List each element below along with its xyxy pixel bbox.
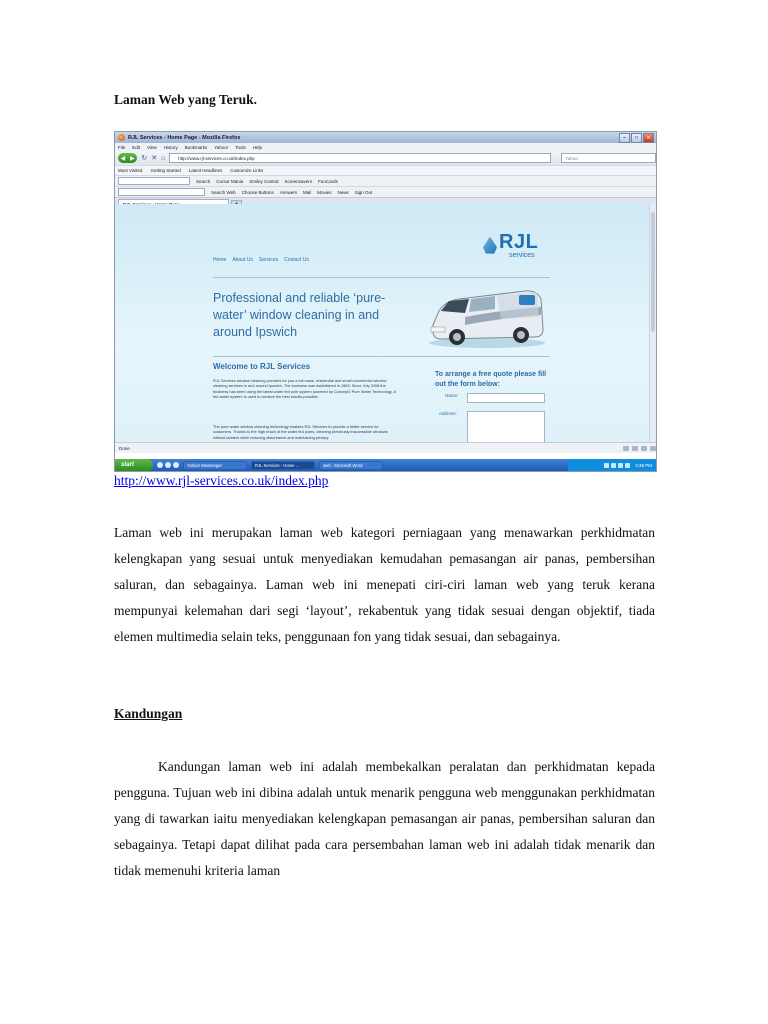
address-field[interactable] [467, 411, 545, 442]
logo-main-text: RJL [499, 231, 539, 253]
status-icon [650, 446, 656, 451]
site-nav-about[interactable]: About Us [232, 257, 253, 263]
menu-view[interactable]: View [147, 144, 157, 150]
status-icon [623, 446, 629, 451]
system-tray [568, 459, 656, 471]
status-icon [641, 446, 647, 451]
taskbar-clock: 3:35 PM [635, 462, 652, 468]
tray-icon[interactable] [625, 463, 630, 468]
water-drop-icon [483, 237, 497, 255]
rjl-logo [483, 232, 538, 259]
addon-toolbar-1 [115, 175, 656, 186]
taskbar-item-messenger[interactable]: Yahoo! Messenger [183, 461, 247, 470]
name-field[interactable] [467, 393, 545, 403]
quicklaunch-icon[interactable] [165, 462, 171, 468]
addon-toolbar-2 [115, 186, 656, 197]
divider [213, 356, 550, 357]
webpage-viewport [115, 204, 650, 442]
divider [213, 277, 550, 278]
close-icon[interactable]: ✕ [643, 133, 654, 143]
browser-title-bar [115, 132, 656, 143]
menu-edit[interactable]: Edit [132, 144, 141, 150]
home-icon[interactable]: ⌂ [161, 154, 166, 162]
toolbar-item[interactable]: Search Web [211, 189, 236, 195]
status-icon [632, 446, 638, 451]
quicklaunch-icon[interactable] [157, 462, 163, 468]
toolbar-item[interactable]: Search [196, 178, 211, 184]
browser-status-bar [115, 442, 657, 453]
start-button[interactable]: start [115, 459, 153, 471]
bookmark-item[interactable]: Most Visited [118, 168, 143, 173]
page-scrollbar[interactable] [649, 204, 656, 442]
taskbar-item-word[interactable]: web - Microsoft Word [319, 461, 383, 470]
quicklaunch-icon[interactable] [173, 462, 179, 468]
site-paragraph: RJL Services window cleaning provides for you a full mass, residential and small commercial window cleaning services in and around Ipswich. The business was established in 1983. Since July 2008 the business has been using the latest water fed pole system powered by Concept2 Pure Water Technology. A fed-water system is used to achieve the best results possible. [213, 378, 396, 399]
logo-sub-text: services [509, 252, 535, 259]
toolbar-item[interactable]: FunCards [318, 178, 338, 184]
intro-paragraph: Laman web ini merupakan laman web kategori perniagaan yang menawarkan perkhidmatan kelengkapan yang sesuai untuk menyediakan kemudahan pemasangan air panas, pembersihan saluran, dan sebagainya. Laman web ini menepati ciri-ciri laman web yang teruk kerana mempunyai kelemahan dari segi ‘layout’, rekabentuk yang tidak sesuai dengan objektif, tiada elemen multimedia selain teks, penggunaan fon yang tidak sesuai, dan sebagainya. [114, 525, 655, 644]
toolbar-item[interactable]: Screensavers [284, 178, 313, 184]
bookmarks-toolbar [115, 165, 656, 175]
toolbar-search-input[interactable] [118, 177, 190, 185]
address-label: Address: [439, 411, 457, 416]
website-link[interactable]: http://www.rjl-services.co.uk/index.php [114, 473, 329, 488]
van-image [425, 281, 547, 351]
site-paragraph: The pure water window cleaning technology enables RJL Services to provide a better service for customers. Thanks to the high reach of the water fed poles, cleaning previously inaccessible windows without ladders while reducing disturbance and maintaining privacy. [213, 424, 388, 440]
site-nav [213, 257, 309, 263]
bookmark-item[interactable]: Customize Links [230, 168, 264, 173]
menu-history[interactable]: History [163, 144, 178, 150]
minimize-icon[interactable]: – [619, 133, 630, 143]
toolbar-item[interactable]: Answers [279, 189, 297, 195]
menu-help[interactable]: Help [252, 144, 262, 150]
search-input[interactable]: Yahoo [561, 153, 656, 163]
address-bar[interactable]: http://www.rjl-services.co.uk/index.php [169, 153, 551, 163]
toolbar-item[interactable]: Cursor Mania [216, 178, 244, 184]
maximize-icon[interactable]: □ [631, 133, 642, 143]
toolbar-item[interactable]: Movies [317, 189, 332, 195]
menu-yahoo[interactable]: Yahoo! [214, 144, 229, 150]
document-heading: Laman Web yang Teruk. [114, 92, 258, 107]
tray-icon[interactable] [618, 463, 623, 468]
browser-menu-bar [115, 143, 656, 151]
content-paragraph: Kandungan laman web ini adalah membekalkan peralatan dan perkhidmatan kepada pengguna. Tujuan web ini dibina adalah untuk menarik pengguna web menggunakan perkhidmatan yang di tawarkan iaitu menyediakan kelengkapan pemasangan air panas, pembersihan saluran dan sebagainya. Tetapi dapat dilihat pada cara persembahan laman web ini adalah tidak menarik dan tidak memenuhi kriteria laman [114, 759, 655, 878]
site-nav-home[interactable]: Home [213, 257, 227, 263]
toolbar-item[interactable]: Mail [302, 189, 312, 195]
toolbar-item[interactable]: Smiley Central [249, 178, 279, 184]
site-nav-contact[interactable]: Contact Us [284, 257, 309, 263]
status-text: Done [119, 445, 130, 451]
menu-file[interactable]: File [118, 144, 126, 150]
windows-taskbar [115, 459, 656, 471]
menu-bookmarks[interactable]: Bookmarks [184, 144, 208, 150]
section-heading-kandungan: Kandungan [114, 706, 183, 721]
firefox-icon [118, 134, 125, 141]
site-tagline: Professional and reliable ‘pure-water’ window cleaning in and around Ipswich [213, 291, 386, 339]
name-label: Name: [445, 393, 459, 398]
toolbar-item[interactable]: News [337, 189, 349, 195]
welcome-heading: Welcome to RJL Services [213, 362, 311, 371]
stop-icon[interactable]: ✕ [151, 155, 158, 162]
bookmark-item[interactable]: Getting Started [150, 168, 181, 173]
website-screenshot [114, 131, 657, 472]
toolbar-item[interactable]: Choose Buttons [241, 189, 274, 195]
menu-tools[interactable]: Tools [235, 144, 246, 150]
window-title: RJL Services - Home Page - Mozilla Firefox [128, 134, 241, 141]
tray-icon[interactable] [604, 463, 609, 468]
quote-heading: To arrange a free quote please fill out the form below: [435, 371, 547, 388]
taskbar-item-firefox[interactable]: RJL Services - Home ... [251, 461, 315, 470]
reload-icon[interactable]: ↻ [141, 155, 148, 162]
yahoo-search-input[interactable] [118, 188, 205, 196]
toolbar-item[interactable]: Sign Out [354, 189, 373, 195]
bookmark-item[interactable]: Latest Headlines [188, 168, 223, 173]
tray-icon[interactable] [611, 463, 616, 468]
back-forward-button[interactable]: ◀ ▶ [118, 153, 137, 163]
site-nav-services[interactable]: Services [258, 257, 279, 263]
browser-nav-bar [115, 151, 656, 165]
